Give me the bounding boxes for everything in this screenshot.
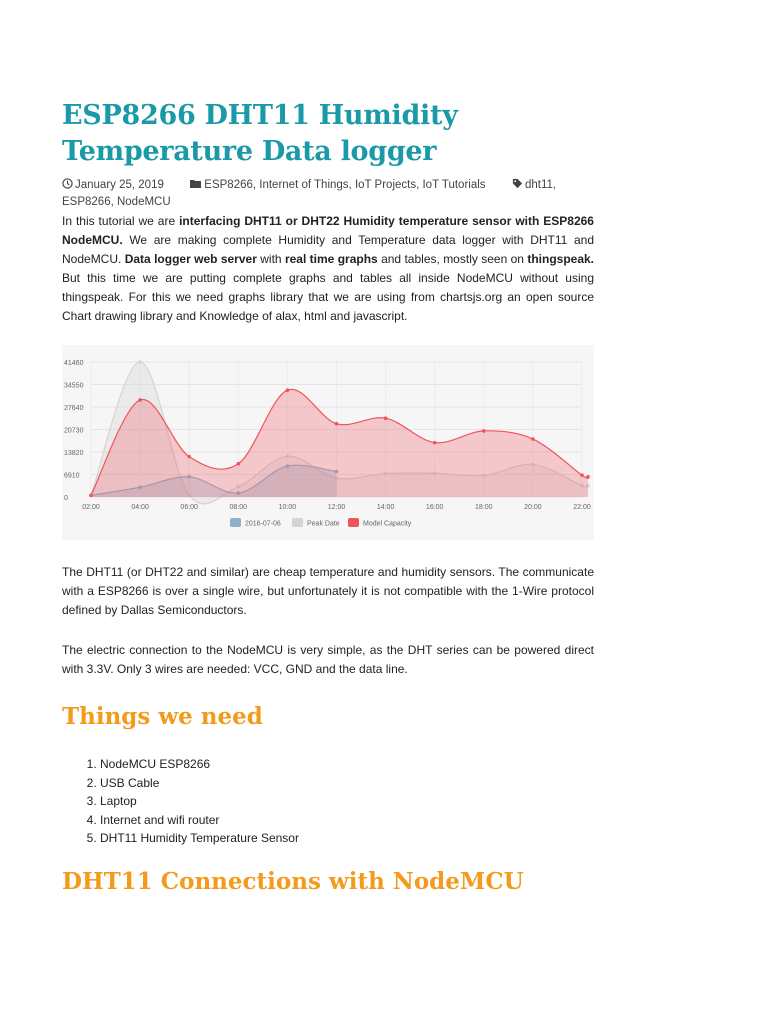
data-point	[580, 473, 584, 477]
legend-label: Model Capacity	[363, 520, 412, 528]
data-point	[237, 462, 241, 466]
tag-icon	[512, 178, 523, 189]
intro-bold-4: thingspeak.	[527, 252, 595, 266]
x-tick-label: 08:00	[229, 504, 248, 511]
intro-text-5: But this time we are putting complete graphs and tables all inside NodeMCU without using thingspeak. For this we need graphs library that we are using from chartsjs.org an open source Chart drawing library and Knowledge of alax, html and javascript.	[62, 271, 594, 323]
post-categories[interactable]	[190, 179, 488, 191]
legend-swatch	[292, 518, 303, 527]
data-point	[384, 416, 388, 420]
chart-image	[62, 345, 594, 540]
folder-icon	[190, 179, 202, 189]
clock-icon	[62, 178, 73, 189]
x-tick-label: 20:00	[524, 504, 542, 511]
data-point	[586, 475, 590, 479]
intro-paragraph	[62, 212, 594, 326]
post-tags-text-2[interactable]: ESP8266, NodeMCU	[62, 196, 171, 208]
data-point	[482, 429, 486, 433]
list-item: 1. NodeMCU ESP8266	[100, 755, 299, 774]
y-tick-label: 41460	[64, 360, 84, 367]
data-point	[335, 422, 339, 426]
legend-swatch	[230, 518, 241, 527]
intro-bold-2: Data logger web server	[124, 252, 257, 266]
x-tick-label: 02:00	[82, 504, 100, 511]
list-item: 2. USB Cable	[100, 774, 299, 793]
intro-text-2: We are making complete Humidity and Temperature data logger with DHT11 and NodeMCU.	[62, 233, 594, 266]
data-point	[89, 494, 93, 498]
x-tick-label: 22:00	[573, 504, 591, 511]
post-date	[62, 179, 167, 191]
heading-connections: DHT11 Connections with NodeMCU	[62, 868, 524, 895]
y-tick-label: 27640	[64, 405, 84, 412]
article-title: ESP8266 DHT11 Humidity Temperature Data logger	[62, 100, 458, 167]
intro-text-4: and tables, mostly seen on	[377, 252, 528, 266]
x-tick-label: 04:00	[131, 504, 149, 511]
things-list	[86, 755, 299, 848]
y-tick-label: 6910	[64, 472, 80, 480]
y-tick-label: 34550	[64, 382, 84, 390]
series-area	[91, 389, 588, 497]
post-meta	[62, 177, 594, 211]
connection-paragraph: The electric connection to the NodeMCU is very simple, as the DHT series can be powered direct with 3.3V. Only 3 wires are needed: VCC, GND and the data line.	[62, 643, 594, 676]
legend-swatch	[348, 518, 359, 527]
intro-bold-1: interfacing DHT11 or DHT22 Humidity temperature sensor with ESP8266 NodeMCU.	[62, 214, 594, 247]
heading-things-we-need: Things we need	[62, 703, 263, 730]
x-tick-label: 06:00	[180, 504, 198, 511]
data-point	[531, 437, 535, 441]
x-tick-label: 18:00	[475, 504, 493, 511]
post-categories-text[interactable]: ESP8266, Internet of Things, IoT Projects, IoT Tutorials	[204, 179, 486, 191]
legend-label: Peak Date	[307, 520, 340, 528]
data-point	[187, 455, 191, 459]
y-tick-label: 13820	[64, 450, 84, 457]
y-tick-label: 20730	[64, 427, 84, 435]
data-point	[138, 398, 142, 402]
data-point	[433, 441, 437, 445]
x-tick-label: 16:00	[425, 504, 444, 511]
intro-text-3: with	[256, 252, 285, 266]
list-item: 3. Laptop	[100, 792, 299, 811]
x-tick-label: 12:00	[327, 504, 346, 511]
y-tick-label: 0	[64, 495, 68, 502]
intro-text-1: In this tutorial we are	[62, 214, 180, 228]
data-point	[138, 360, 142, 364]
legend-label: 2016-07-06	[245, 520, 281, 528]
list-item: 5. DHT11 Humidity Temperature Sensor	[100, 829, 299, 848]
chart-svg	[62, 345, 594, 540]
post-date-text: January 25, 2019	[75, 179, 164, 191]
dht-paragraph: The DHT11 (or DHT22 and similar) are cheap temperature and humidity sensors. The communicate with a ESP8266 is over a single wire, but unfortunately it is not compatible with the 1-Wire protocol defined by Dallas Semiconductors.	[62, 565, 594, 617]
x-tick-label: 10:00	[278, 504, 297, 511]
post-tags-text-1[interactable]: dht11,	[524, 179, 557, 191]
data-point	[286, 388, 290, 392]
list-item: 4. Internet and wifi router	[100, 811, 299, 830]
x-tick-label: 14:00	[376, 504, 395, 511]
intro-bold-3: real time graphs	[284, 252, 378, 266]
